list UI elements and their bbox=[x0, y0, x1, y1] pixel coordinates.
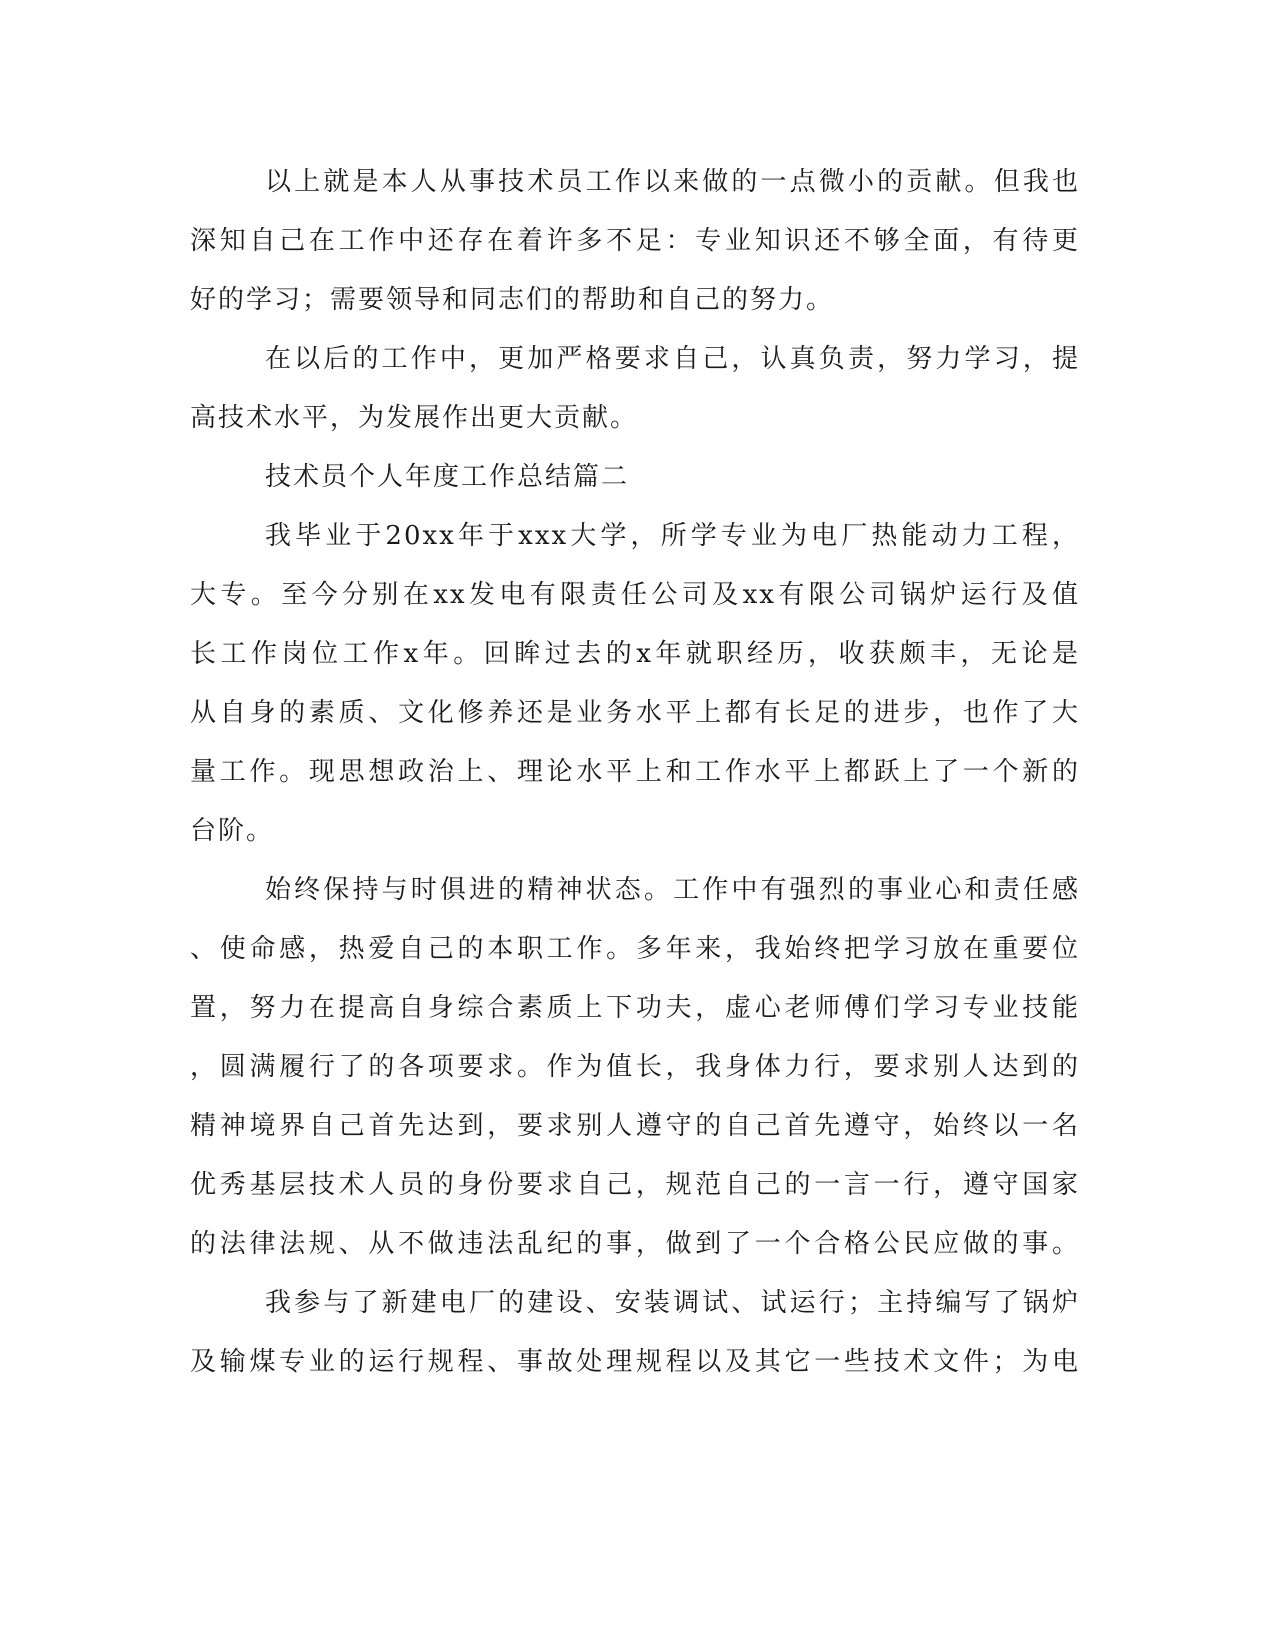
paragraph-line: 从自身的素质、文化修养还是业务水平上都有长足的进步，也作了大 bbox=[190, 698, 1080, 728]
paragraph-line: 及输煤专业的运行规程、事故处理规程以及其它一些技术文件；为电 bbox=[190, 1347, 1080, 1377]
paragraph-line: 优秀基层技术人员的身份要求自己，规范自己的一言一行，遵守国家 bbox=[190, 1170, 1080, 1200]
paragraph-line: 量工作。现思想政治上、理论水平上和工作水平上都跃上了一个新的 bbox=[190, 757, 1080, 787]
paragraph-line: 深知自己在工作中还存在着许多不足：专业知识还不够全面，有待更 bbox=[190, 226, 1080, 256]
paragraph-line: 高技术水平，为发展作出更大贡献。 bbox=[190, 403, 639, 433]
paragraph-line: ，圆满履行了的各项要求。作为值长，我身体力行，要求别人达到的 bbox=[190, 1052, 1080, 1082]
paragraph-line: 台阶。 bbox=[190, 816, 275, 846]
paragraph-line: 以上就是本人从事技术员工作以来做的一点微小的贡献。但我也 bbox=[265, 167, 1080, 197]
paragraph-line: 始终保持与时俱进的精神状态。工作中有强烈的事业心和责任感 bbox=[265, 875, 1080, 905]
paragraph-line: 我参与了新建电厂的建设、安装调试、试运行；主持编写了锅炉 bbox=[265, 1288, 1080, 1318]
paragraph-line: 在以后的工作中，更加严格要求自己，认真负责，努力学习，提 bbox=[265, 344, 1080, 374]
section-heading: 技术员个人年度工作总结篇二 bbox=[265, 462, 630, 492]
paragraph-line: 、使命感，热爱自己的本职工作。多年来，我始终把学习放在重要位 bbox=[190, 934, 1080, 964]
paragraph-line: 我毕业于20xx年于xxx大学，所学专业为电厂热能动力工程， bbox=[265, 521, 1080, 551]
paragraph-line: 精神境界自己首先达到，要求别人遵守的自己首先遵守，始终以一名 bbox=[190, 1111, 1080, 1141]
paragraph-line: 的法律法规、从不做违法乱纪的事，做到了一个合格公民应做的事。 bbox=[190, 1229, 1080, 1259]
paragraph-line: 置，努力在提高自身综合素质上下功夫，虚心老师傅们学习专业技能 bbox=[190, 993, 1080, 1023]
paragraph-line: 好的学习；需要领导和同志们的帮助和自己的努力。 bbox=[190, 285, 835, 315]
paragraph-line: 长工作岗位工作x年。回眸过去的x年就职经历，收获颇丰，无论是 bbox=[190, 639, 1080, 669]
paragraph-line: 大专。至今分别在xx发电有限责任公司及xx有限公司锅炉运行及值 bbox=[190, 580, 1080, 610]
